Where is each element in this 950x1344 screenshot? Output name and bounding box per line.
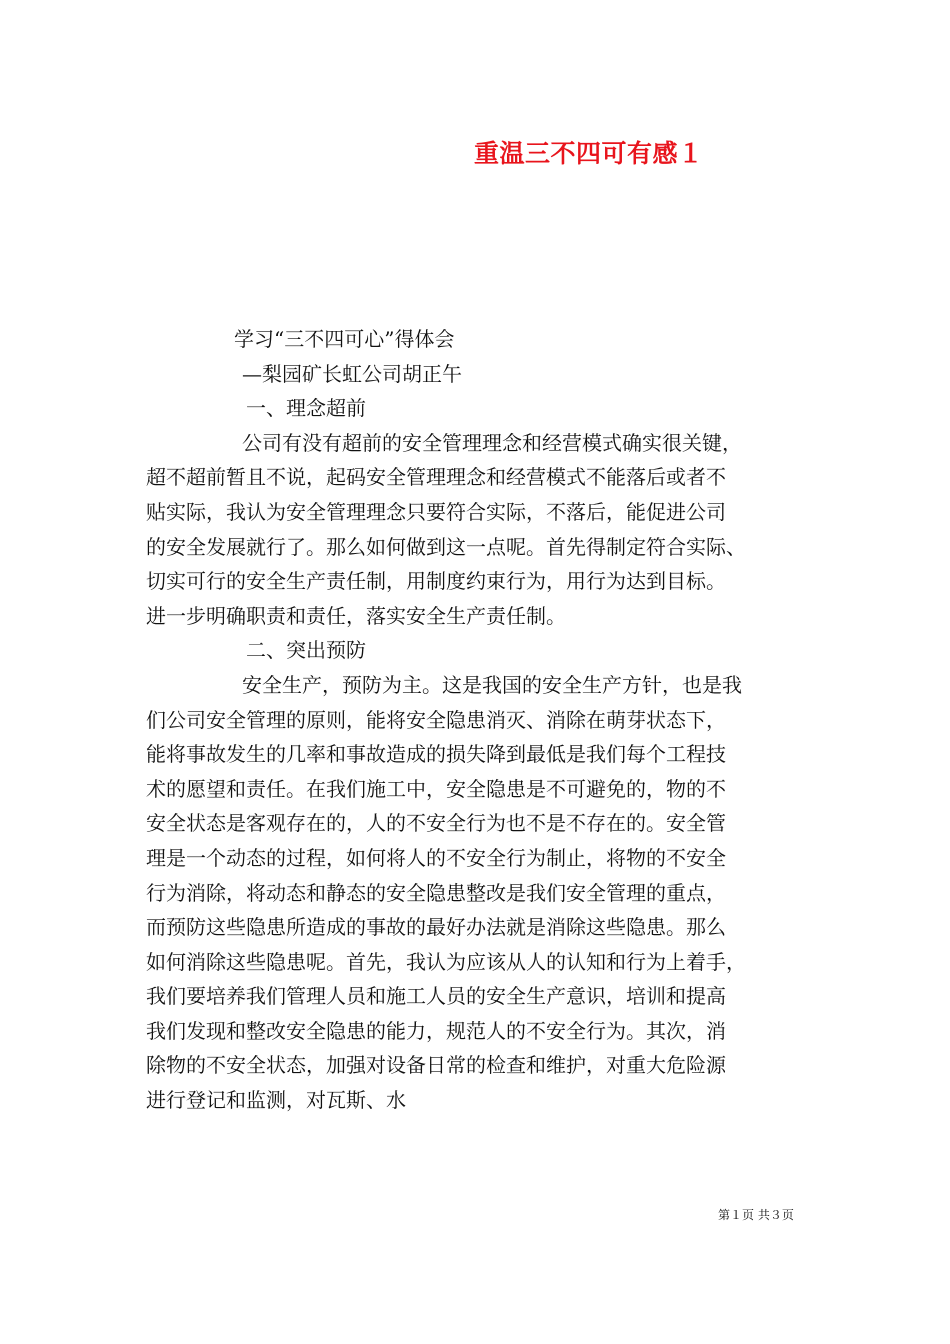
paragraph-line: 的安全发展就行了。那么如何做到这一点呢。首先得制定符合实际、: [146, 534, 746, 559]
paragraph-line: 除物的不安全状态，加强对设备日常的检查和维护，对重大危险源: [146, 1053, 726, 1078]
paragraph-line: 能将事故发生的几率和事故造成的损失降到最低是我们每个工程技: [146, 742, 726, 767]
paragraph-line: 术的愿望和责任。在我们施工中，安全隐患是不可避免的，物的不: [146, 776, 726, 801]
paragraph-line: 切实可行的安全生产责任制，用制度约束行为，用行为达到目标。: [146, 569, 726, 594]
paragraph-line: 安全生产，预防为主。这是我国的安全生产方针，也是我: [242, 672, 742, 697]
section-heading-2: 二、突出预防: [246, 638, 366, 663]
document-body: [146, 322, 836, 1118]
paragraph-line: 我们发现和整改安全隐患的能力，规范人的不安全行为。其次，消: [146, 1018, 726, 1043]
paragraph-line: 我们要培养我们管理人员和施工人员的安全生产意识，培训和提高: [146, 984, 726, 1009]
paragraph-line: 超不超前暂且不说，起码安全管理理念和经营模式不能落后或者不: [146, 465, 726, 490]
document-title: 重温三不四可有感１: [474, 139, 704, 168]
section-heading-1: 一、理念超前: [246, 396, 366, 421]
article-heading: 学习“三不四可心”得体会: [234, 327, 455, 351]
paragraph-line: 理是一个动态的过程，如何将人的不安全行为制止，将物的不安全: [146, 845, 726, 870]
page-number-footer: 第１页 共３页: [718, 1208, 794, 1222]
paragraph-line: 行为消除，将动态和静态的安全隐患整改是我们安全管理的重点，: [146, 880, 726, 905]
paragraph-line: 公司有没有超前的安全管理理念和经营模式确实很关键，: [242, 430, 742, 455]
paragraph-line: 贴实际，我认为安全管理理念只要符合实际，不落后，能促进公司: [146, 499, 726, 524]
paragraph-line: 如何消除这些隐患呢。首先，我认为应该从人的认知和行为上着手，: [146, 949, 746, 974]
paragraph-line: 安全状态是客观存在的，人的不安全行为也不是不存在的。安全管: [146, 811, 726, 836]
paragraph-line: 们公司安全管理的原则，能将安全隐患消灭、消除在萌芽状态下，: [146, 707, 726, 732]
article-byline: —梨园矿长虹公司胡正午: [242, 361, 462, 386]
paragraph-line: 进一步明确职责和责任，落实安全生产责任制。: [146, 603, 566, 628]
paragraph-line: 进行登记和监测，对瓦斯、水: [146, 1088, 406, 1113]
paragraph-line: 而预防这些隐患所造成的事故的最好办法就是消除这些隐患。那么: [146, 915, 726, 940]
